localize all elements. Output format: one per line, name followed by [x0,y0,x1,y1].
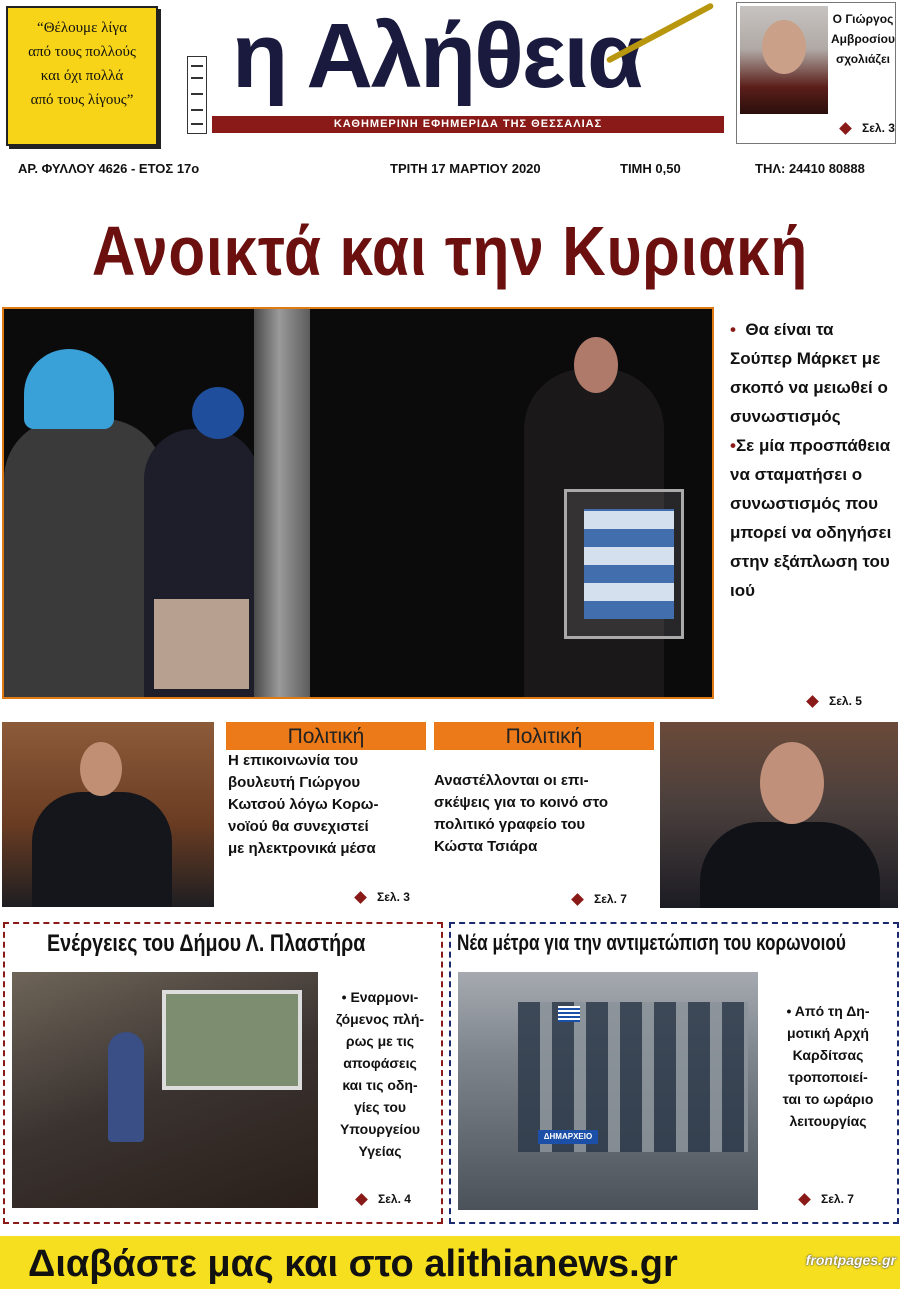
main-headline[interactable]: Ανοικτά και την Κυριακή [91,212,809,290]
columnist-label [831,9,895,69]
website-banner[interactable]: Διαβάστε μας και στο alithianews.gr [0,1236,900,1289]
diamond-icon [355,1193,368,1206]
motto-box [6,6,158,146]
town-hall-photo[interactable] [458,972,758,1210]
columnist-page-ref: Σελ. 3 [841,121,895,135]
newspaper-title: η Αλήθεια [232,5,642,107]
disinfection-photo[interactable] [12,972,318,1208]
main-story-bullet: • Θα είναι τα Σούπερ Μάρκετ με σκοπό να μειωθεί ο συνωστισμός [730,320,888,426]
photo-pillar [254,309,310,699]
politics-2-page-ref: Σελ. 7 [573,892,627,906]
phone-number: ΤΗΛ: 24410 80888 [755,161,865,176]
newspaper-subtitle: ΚΑΘΗΜΕΡΙΝΗ ΕΦΗΜΕΡΙΔΑ ΤΗΣ ΘΕΣΣΑΛΙΑΣ [212,116,724,133]
columnist-box[interactable] [736,2,896,144]
politics-article-2[interactable] [434,722,654,858]
flag-icon [558,1006,580,1022]
issue-number: ΑΡ. ΦΥΛΛΟΥ 4626 - ΕΤΟΣ 17ο [18,161,200,176]
politics-photo-left[interactable] [2,722,214,907]
main-story-photo[interactable] [2,307,714,699]
section-tag: Πολιτική [226,722,426,750]
columnist-line: Αμβροσίου [831,32,895,46]
motto-line: “Θέλουμε λίγα [37,20,127,36]
shopping-cart-icon [564,489,684,639]
section-tag: Πολιτική [434,722,654,750]
municipality-page-ref: Σελ. 4 [357,1192,411,1206]
photo-detail [154,599,249,689]
columnist-line: σχολιάζει [836,52,890,66]
columnist-line: Ο Γιώργος [832,12,894,26]
diamond-icon [798,1193,811,1206]
politics-photo-right[interactable] [660,722,898,908]
politics-1-page-ref: Σελ. 3 [356,890,410,904]
measures-page-ref: Σελ. 7 [800,1192,854,1206]
photo-sign: ΔΗΜΑΡΧΕΙΟ [538,1130,598,1144]
politics-article-1[interactable] [226,722,426,860]
measures-title: Νέα μέτρα για την αντιμετώπιση του κορωνοιού [457,930,846,955]
photo-hood [192,387,244,439]
article-text: Αναστέλλονται οι επι- σκέψεις για το κοινό στο πολιτικό γραφείο του Κώστα Τσιάρα [434,772,609,855]
diamond-icon [806,695,819,708]
motto-line: από τους πολλούς [28,44,136,60]
motto-line: και όχι πολλά [40,68,124,84]
diamond-icon [571,893,584,906]
municipality-text: • Εναρμονι- ζόμενος πλή- ρως με τις αποφάσεις και τις οδη- γίες του Υπουργείου Υγείας [335,989,425,1159]
main-story-bullet: •Σε μία προσπάθεια να σταματήσει ο συνωστισμός που μπορεί να οδηγήσει στην εξάπλωση του ιού [730,436,892,600]
article-text: Η επικοινωνία του βουλευτή Γιώργου Κωτσού λόγω Κορω- νοϊού θα συνεχιστεί με ηλεκτρονικά μέσα [228,752,379,857]
photo-hood [24,349,114,429]
issue-price: ΤΙΜΗ 0,50 [620,161,681,176]
main-story-page-ref: Σελ. 5 [808,694,862,708]
diamond-icon [354,891,367,904]
main-story-summary [730,315,895,605]
photo-face [574,337,618,393]
municipality-title: Ενέργειες του Δήμου Λ. Πλαστήρα [47,930,366,957]
motto-line: από τους λίγους” [30,92,134,108]
side-emblem-icon [187,56,207,134]
photo-shopper [4,419,164,699]
columnist-photo [740,6,828,114]
issue-date: ΤΡΙΤΗ 17 ΜΑΡΤΙΟΥ 2020 [390,161,541,176]
diamond-icon [839,122,852,135]
source-watermark: frontpages.gr [805,1252,896,1268]
measures-text: • Από τη Δη- μοτική Αρχή Καρδίτσας τροποποιεί- ται το ωράριο λειτουργίας [782,1003,874,1129]
